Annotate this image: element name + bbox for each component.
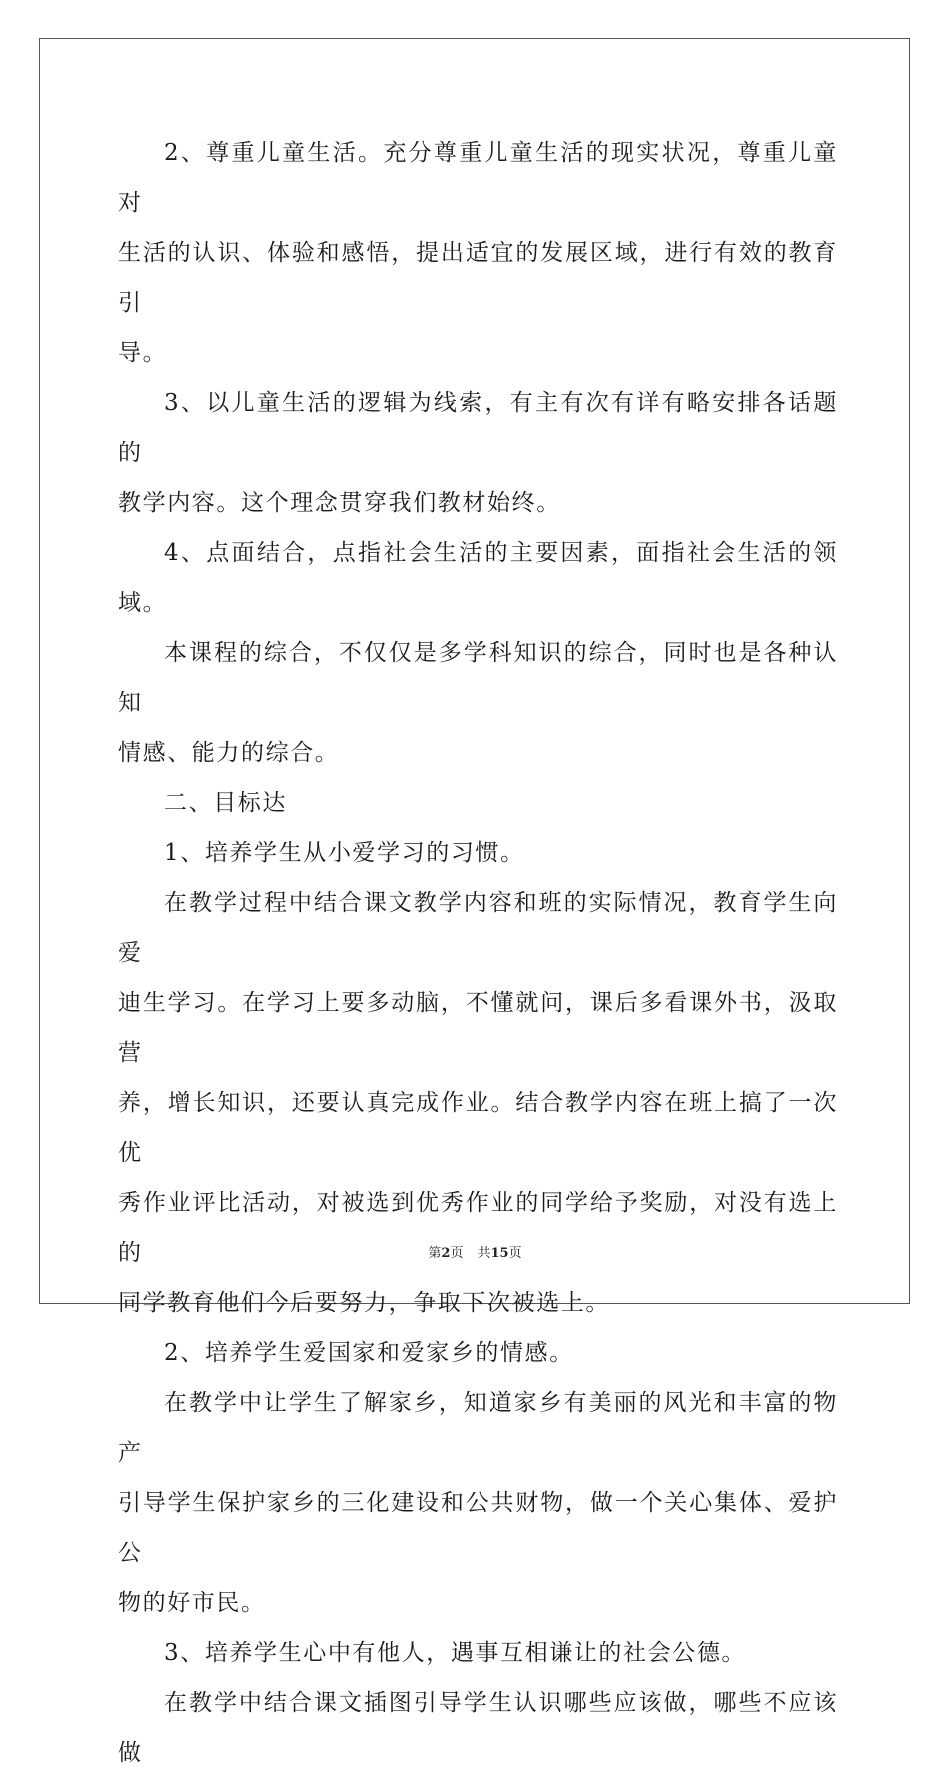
paragraph <box>118 628 838 778</box>
page-suffix: 页 <box>450 1246 464 1261</box>
text-line: 迪生学习。在学习上要多动脑，不懂就问，课后多看课外书，汲取营 <box>118 990 838 1066</box>
total-suffix: 页 <box>508 1246 522 1261</box>
text-line: 物的好市民。 <box>118 1590 266 1616</box>
total-prefix: 共 <box>477 1246 491 1261</box>
text-line: 导。 <box>118 340 168 366</box>
text-line: 本课程的综合，不仅仅是多学科知识的综合，同时也是各种认知 <box>118 640 838 716</box>
text-line: 生活的认识、体验和感悟，提出适宜的发展区域，进行有效的教育引 <box>118 240 838 316</box>
section-heading <box>118 778 838 828</box>
text-line: 引导学生保护家乡的三化建设和公共财物，做一个关心集体、爱护公 <box>118 1490 838 1566</box>
paragraph <box>118 1328 838 1378</box>
text-line: 秀作业评比活动，对被选到优秀作业的同学给予奖励，对没有选上的 <box>118 1190 838 1266</box>
paragraph <box>118 1378 838 1628</box>
page-number: 2 <box>441 1246 451 1261</box>
text-line: 在教学中让学生了解家乡，知道家乡有美丽的风光和丰富的物产 <box>118 1390 838 1466</box>
text-line: 同学教育他们今后要努力，争取下次被选上。 <box>118 1290 610 1316</box>
text-line: 4、点面结合，点指社会生活的主要因素，面指社会生活的领域。 <box>118 540 838 616</box>
page-footer <box>0 1245 950 1263</box>
text-line: 在教学中结合课文插图引导学生认识哪些应该做，哪些不应该做 <box>118 1690 838 1766</box>
paragraph <box>118 1678 838 1778</box>
text-line: 2、尊重儿童生活。充分尊重儿童生活的现实状况，尊重儿童对 <box>118 140 838 216</box>
text-line: 二、目标达 <box>164 790 287 816</box>
paragraph <box>118 828 838 878</box>
text-line: 在教学过程中结合课文教学内容和班的实际情况，教育学生向爱 <box>118 890 838 966</box>
text-line: 情感、能力的综合。 <box>118 740 340 766</box>
document-body <box>118 128 838 1778</box>
paragraph <box>118 528 838 628</box>
total-pages: 15 <box>490 1246 509 1261</box>
page-prefix: 第 <box>428 1246 442 1261</box>
text-line: 教学内容。这个理念贯穿我们教材始终。 <box>118 490 561 516</box>
text-line: 养，增长知识，还要认真完成作业。结合教学内容在班上搞了一次优 <box>118 1090 838 1166</box>
paragraph <box>118 128 838 378</box>
paragraph <box>118 1628 838 1678</box>
text-line: 3、培养学生心中有他人，遇事互相谦让的社会公德。 <box>164 1640 747 1666</box>
text-line: 2、培养学生爱国家和爱家乡的情感。 <box>164 1340 574 1366</box>
text-line: 1、培养学生从小爱学习的习惯。 <box>164 840 525 866</box>
text-line: 3、以儿童生活的逻辑为线索，有主有次有详有略安排各话题的 <box>118 390 838 466</box>
paragraph <box>118 378 838 528</box>
